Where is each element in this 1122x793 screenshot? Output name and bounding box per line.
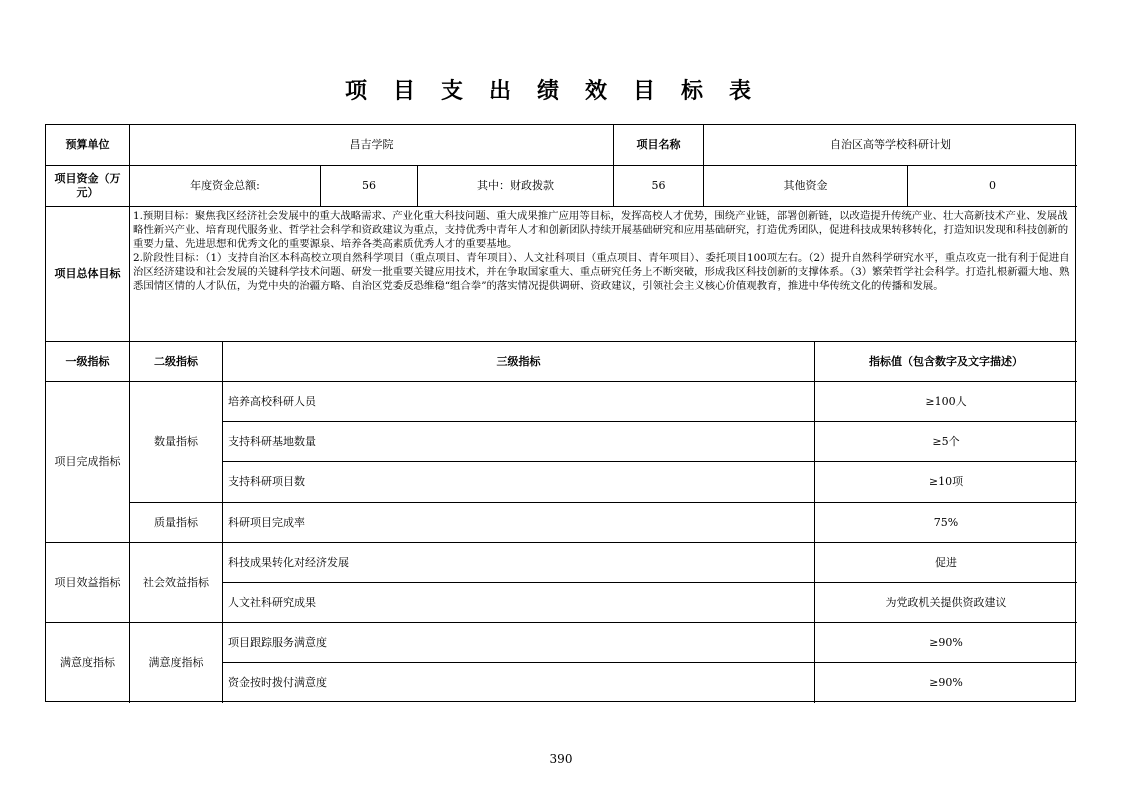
- level2-cell: 满意度指标: [130, 623, 223, 703]
- indicator-value: ≥100人: [815, 382, 1077, 422]
- level3-cell: 科研项目完成率: [223, 503, 815, 543]
- level3-cell: 支持科研基地数量: [223, 422, 815, 462]
- indicator-value: 促进: [815, 543, 1077, 583]
- level2-cell: 社会效益指标: [130, 543, 223, 623]
- fiscal-value: 56: [614, 166, 704, 207]
- column-value: 指标值（包含数字及文字描述）: [815, 342, 1077, 382]
- budget-unit-value: 昌吉学院: [130, 125, 614, 166]
- level3-cell: 培养高校科研人员: [223, 382, 815, 422]
- level3-cell: 人文社科研究成果: [223, 583, 815, 623]
- page-title: 项目支出绩效目标表: [344, 79, 777, 104]
- other-funds-value: 0: [908, 166, 1077, 207]
- page-number: 390: [549, 752, 573, 766]
- indicator-value: ≥10项: [815, 462, 1077, 503]
- funds-label: 项目资金（万元）: [46, 166, 130, 207]
- column-level2: 二级指标: [130, 342, 223, 382]
- indicator-value: 为党政机关提供资政建议: [815, 583, 1077, 623]
- indicator-value: ≥90%: [815, 623, 1077, 663]
- level3-cell: 科技成果转化对经济发展: [223, 543, 815, 583]
- indicator-value: ≥5个: [815, 422, 1077, 462]
- level1-cell: 满意度指标: [46, 623, 130, 703]
- other-funds-label: 其他资金: [704, 166, 908, 207]
- goal-text: 1.预期目标：聚焦我区经济社会发展中的重大战略需求、产业化重大科技问题、重大成果推广应用等目标，发挥高校人才优势，围绕产业链，部署创新链，以改造提升传统产业、壮大高新技术产业、发展战略性新兴产业、培育现代服务业、哲学社会科学和资政建议为重点，支持优秀中青年人才和创新团队持续开展基础研究和应用基础研究，打造优秀团队，促进科技成果转移转化，打造知识发现和科技创新的重要力量、先进思想和优秀文化的重要源泉、培养各类高素质优秀人才的重要基地。 2.阶段性目标：（1）支持自治区本科高校立项自然科学项目（重点项目、青年项目）、人文社科项目（重点项目、青年项目）、委托项目100项左右。（2）提升自然科学研究水平，重点攻克一批有利于促进自治区经济建设和社会发展的关键科学技术问题、研发一批重要关键应用技术，并在争取国家重大、重点研究任务上不断突破，形成我区科技创新的支撑体系。（3）繁荣哲学社会科学。打造扎根新疆大地、熟悉国情区情的人才队伍，为党中央的治疆方略、自治区党委反恐维稳“组合拳”的落实情况提供调研、资政建议，引领社会主义核心价值观教育，推进中华传统文化的传播和发展。: [130, 207, 1077, 342]
- indicator-value: ≥90%: [929, 676, 963, 690]
- column-level3: 三级指标: [223, 342, 815, 382]
- indicator-value: 75%: [815, 503, 1077, 543]
- column-level1: 一级指标: [46, 342, 130, 382]
- project-name-value: 自治区高等学校科研计划: [704, 125, 1077, 166]
- level1-cell: 项目效益指标: [46, 543, 130, 623]
- level1-cell: 项目完成指标: [46, 382, 130, 543]
- goal-label: 项目总体目标: [46, 207, 130, 342]
- project-name-label: 项目名称: [614, 125, 704, 166]
- level2-cell: 质量指标: [130, 503, 223, 543]
- performance-table: [45, 124, 1076, 702]
- level3-cell: 项目跟踪服务满意度: [223, 623, 815, 663]
- level3-cell: 资金按时拨付满意度: [223, 663, 815, 703]
- level2-cell: 数量指标: [130, 382, 223, 503]
- annual-total-label: 年度资金总额:: [130, 166, 321, 207]
- level3-cell: 支持科研项目数: [223, 462, 815, 503]
- fiscal-label: 其中：财政拨款: [418, 166, 614, 207]
- annual-total-value: 56: [321, 166, 418, 207]
- budget-unit-label: 预算单位: [46, 125, 130, 166]
